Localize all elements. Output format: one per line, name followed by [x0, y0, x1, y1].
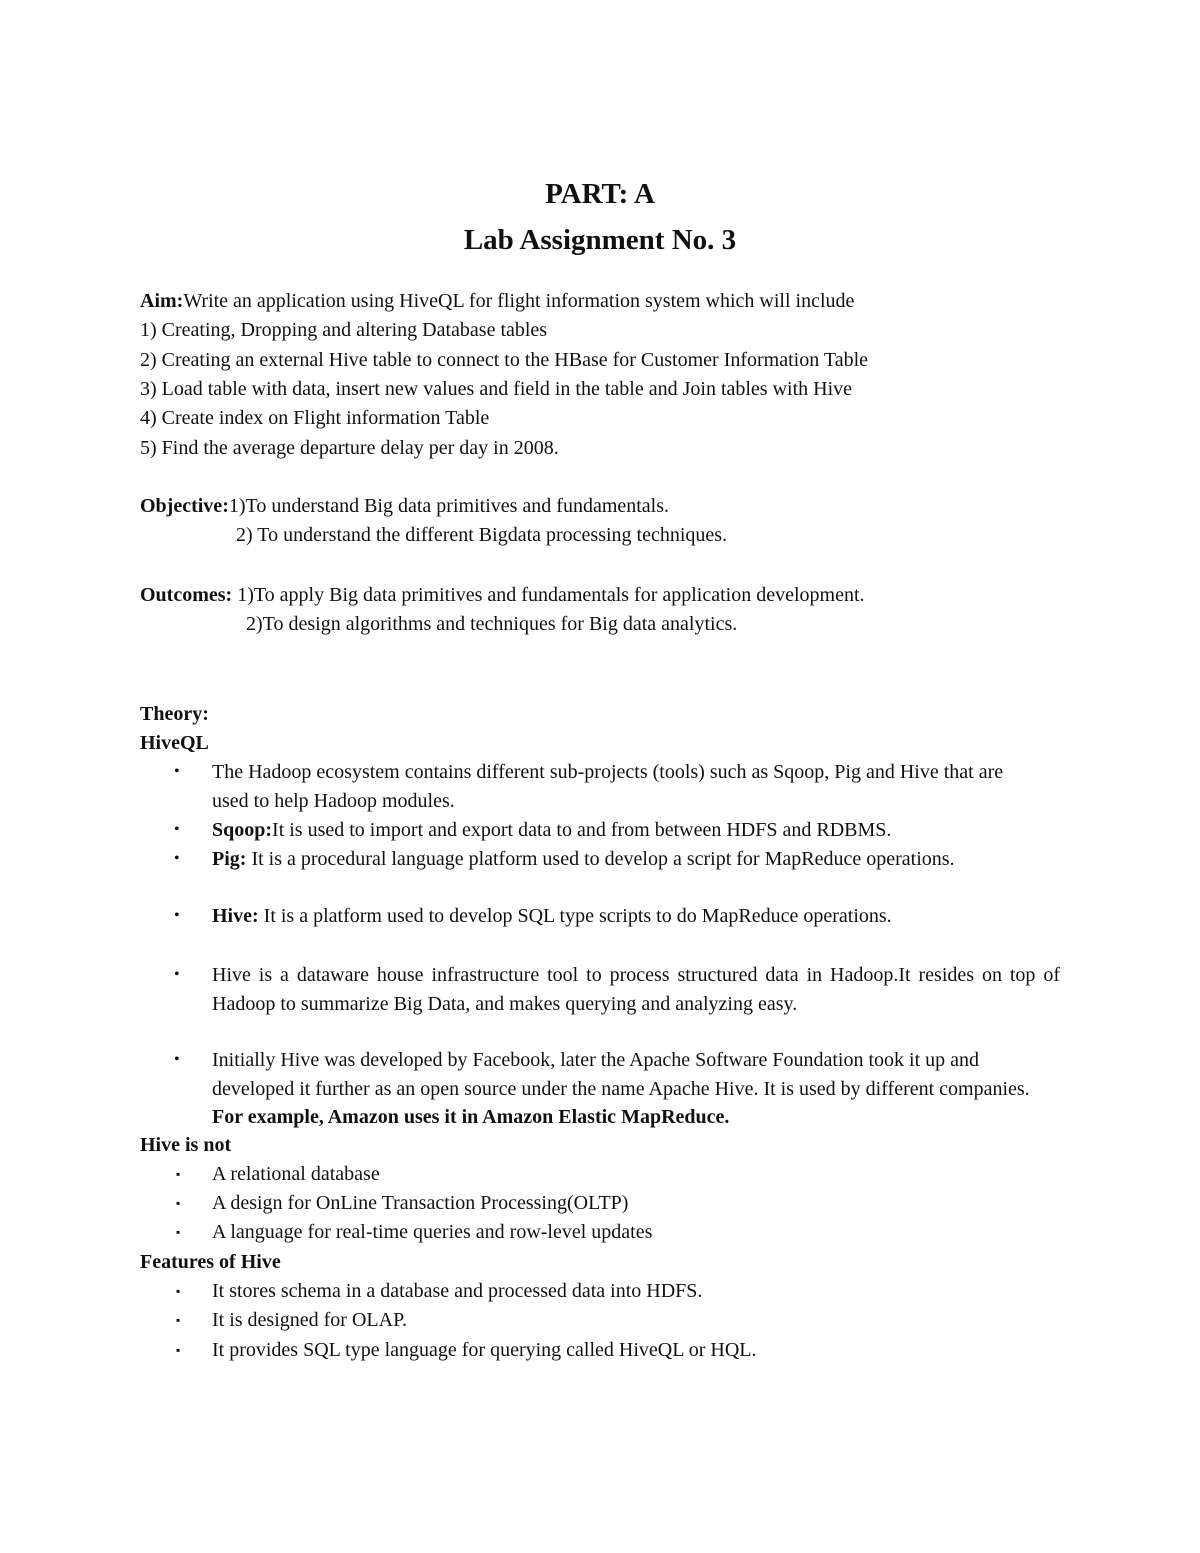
hive-is-not-heading: Hive is not [140, 1134, 232, 1156]
aim-item: 2) Creating an external Hive table to connect to the HBase for Customer Information Table [140, 349, 868, 371]
list-item-text: The Hadoop ecosystem contains different sub-projects (tools) such as Sqoop, Pig and Hive that are used to help Hadoop modules. [212, 761, 1004, 812]
outcomes-item: 2)To design algorithms and techniques for Big data analytics. [246, 613, 738, 635]
list-item-text: It stores schema in a database and processed data into HDFS. [212, 1280, 703, 1302]
bullet-icon: • [174, 907, 180, 924]
aim-text: Write an application using HiveQL for flight information system which will include [183, 290, 855, 312]
outcomes-item: 1)To apply Big data primitives and fundamentals for application development. [237, 584, 865, 606]
bullet-icon: • [174, 1051, 180, 1068]
list-item [140, 1189, 1060, 1218]
list-item [140, 1160, 1060, 1189]
list-item [140, 1336, 1060, 1365]
list-item-text: It provides SQL type language for querying called HiveQL or HQL. [212, 1339, 757, 1361]
list-item-text: Hive is a dataware house infrastructure tool to process structured data in Hadoop.It resides on top of Hadoop to summarize Big Data, and makes querying and analyzing easy. [212, 964, 1060, 1015]
bullet-icon: ▪ [176, 1343, 181, 1357]
hiveql-subheading: HiveQL [140, 732, 209, 754]
aim-item: 5) Find the average departure delay per day in 2008. [140, 437, 559, 459]
list-item [140, 902, 1060, 931]
list-item-text: It is a platform used to develop SQL type scripts to do MapReduce operations. [258, 905, 892, 927]
list-item-text: It is a procedural language platform used to develop a script for MapReduce operations. [246, 848, 955, 870]
objective-item: 2) To understand the different Bigdata processing techniques. [236, 524, 728, 546]
list-item [140, 961, 1060, 1018]
list-item-text: It is used to import and export data to and from between HDFS and RDBMS. [272, 819, 892, 841]
objective-label: Objective: [140, 495, 229, 517]
bullet-icon: • [174, 966, 180, 983]
list-item-text: A relational database [212, 1163, 380, 1185]
assignment-title: Lab Assignment No. 3 [463, 224, 737, 256]
bullet-icon: ▪ [176, 1167, 181, 1181]
list-item-text: Initially Hive was developed by Facebook, later the Apache Software Foundation took it up and developed it further as an open source under the name Apache Hive. It is used by different companies. [212, 1049, 1030, 1100]
outcomes-line [140, 581, 865, 609]
theory-heading: Theory: [140, 703, 209, 725]
bullet-icon: • [174, 850, 180, 867]
objective-line [140, 492, 669, 520]
list-item [140, 758, 1040, 815]
term-label: Hive: [212, 905, 259, 927]
list-item [140, 1218, 1060, 1247]
part-title: PART: A [545, 178, 655, 210]
aim-label: Aim: [140, 290, 184, 312]
features-heading: Features of Hive [140, 1251, 281, 1273]
bullet-icon: ▪ [176, 1225, 181, 1239]
bullet-icon: • [174, 821, 180, 838]
aim-item: 4) Create index on Flight information Table [140, 407, 490, 429]
list-item-text: It is designed for OLAP. [212, 1309, 407, 1331]
bullet-icon: ▪ [176, 1313, 181, 1327]
list-item [140, 1306, 1060, 1335]
list-item [140, 1277, 1060, 1306]
bullet-icon: • [174, 763, 180, 780]
bullet-icon: ▪ [176, 1196, 181, 1210]
aim-item: 1) Creating, Dropping and altering Database tables [140, 319, 548, 341]
outcomes-label: Outcomes: [140, 584, 233, 606]
objective-item: 1)To understand Big data primitives and fundamentals. [228, 495, 670, 517]
aim-line [140, 287, 854, 315]
term-label: Pig: [212, 848, 247, 870]
list-item [140, 816, 1060, 845]
term-label: Sqoop: [212, 819, 273, 841]
aim-item: 3) Load table with data, insert new values and field in the table and Join tables with Hive [140, 378, 853, 400]
list-item [140, 845, 1040, 874]
list-item [140, 1046, 1060, 1132]
example-note: For example, Amazon uses it in Amazon Elastic MapReduce. [212, 1106, 730, 1128]
list-item-text: A language for real-time queries and row-level updates [212, 1221, 653, 1243]
bullet-icon: ▪ [176, 1284, 181, 1298]
list-item-text: A design for OnLine Transaction Processing(OLTP) [212, 1192, 629, 1214]
